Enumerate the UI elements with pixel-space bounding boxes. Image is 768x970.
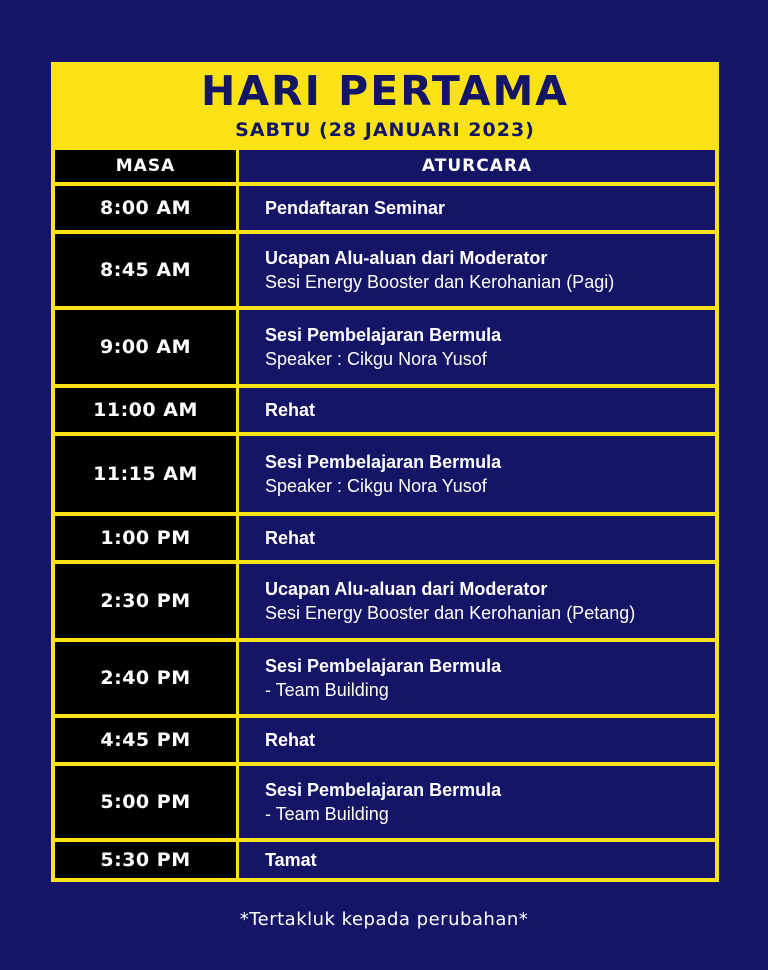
time-cell: 2:30 PM	[55, 564, 236, 638]
schedule-header	[51, 62, 719, 150]
agenda-cell	[239, 234, 715, 306]
agenda-title: Pendaftaran Seminar	[265, 198, 446, 218]
time-cell: 11:00 AM	[55, 388, 236, 432]
agenda-title: Sesi Pembelajaran Bermula	[265, 324, 502, 345]
agenda-title: Rehat	[265, 730, 316, 750]
agenda-cell	[239, 186, 715, 230]
agenda-detail: - Team Building	[265, 679, 389, 700]
agenda-cell	[239, 766, 715, 838]
agenda-cell	[239, 564, 715, 638]
agenda-title: Rehat	[265, 528, 316, 548]
agenda-title: Tamat	[265, 850, 317, 870]
time-cell: 11:15 AM	[55, 436, 236, 512]
agenda-title: Sesi Pembelajaran Bermula	[265, 779, 502, 800]
agenda-cell	[239, 642, 715, 714]
agenda-detail: Speaker : Cikgu Nora Yusof	[265, 348, 487, 369]
agenda-cell	[239, 718, 715, 762]
time-cell: 1:00 PM	[55, 516, 236, 560]
time-cell: 9:00 AM	[55, 310, 236, 384]
page-subtitle: SABTU (28 JANUARI 2023)	[235, 119, 535, 141]
agenda-detail: Speaker : Cikgu Nora Yusof	[265, 475, 487, 496]
time-cell: 4:45 PM	[55, 718, 236, 762]
agenda-detail: - Team Building	[265, 803, 389, 824]
agenda-title: Ucapan Alu-aluan dari Moderator	[265, 578, 548, 599]
agenda-title: Rehat	[265, 400, 316, 420]
agenda-cell	[239, 310, 715, 384]
time-cell: 2:40 PM	[55, 642, 236, 714]
agenda-title: Sesi Pembelajaran Bermula	[265, 451, 502, 472]
agenda-detail: Sesi Energy Booster dan Kerohanian (Petang)	[265, 602, 636, 623]
column-header-agenda: ATURCARA	[239, 150, 715, 182]
time-cell: 5:30 PM	[55, 842, 236, 878]
agenda-detail: Sesi Energy Booster dan Kerohanian (Pagi)	[265, 271, 615, 292]
time-cell: 8:00 AM	[55, 186, 236, 230]
agenda-cell	[239, 516, 715, 560]
agenda-cell	[239, 436, 715, 512]
footnote: *Tertakluk kepada perubahan*	[239, 909, 529, 930]
agenda-title: Sesi Pembelajaran Bermula	[265, 655, 502, 676]
column-header-time: MASA	[55, 150, 236, 182]
agenda-title: Ucapan Alu-aluan dari Moderator	[265, 247, 548, 268]
time-cell: 8:45 AM	[55, 234, 236, 306]
page-title: HARI PERTAMA	[201, 67, 569, 115]
time-cell: 5:00 PM	[55, 766, 236, 838]
agenda-cell	[239, 842, 715, 878]
agenda-cell	[239, 388, 715, 432]
schedule-sheet	[51, 62, 719, 882]
